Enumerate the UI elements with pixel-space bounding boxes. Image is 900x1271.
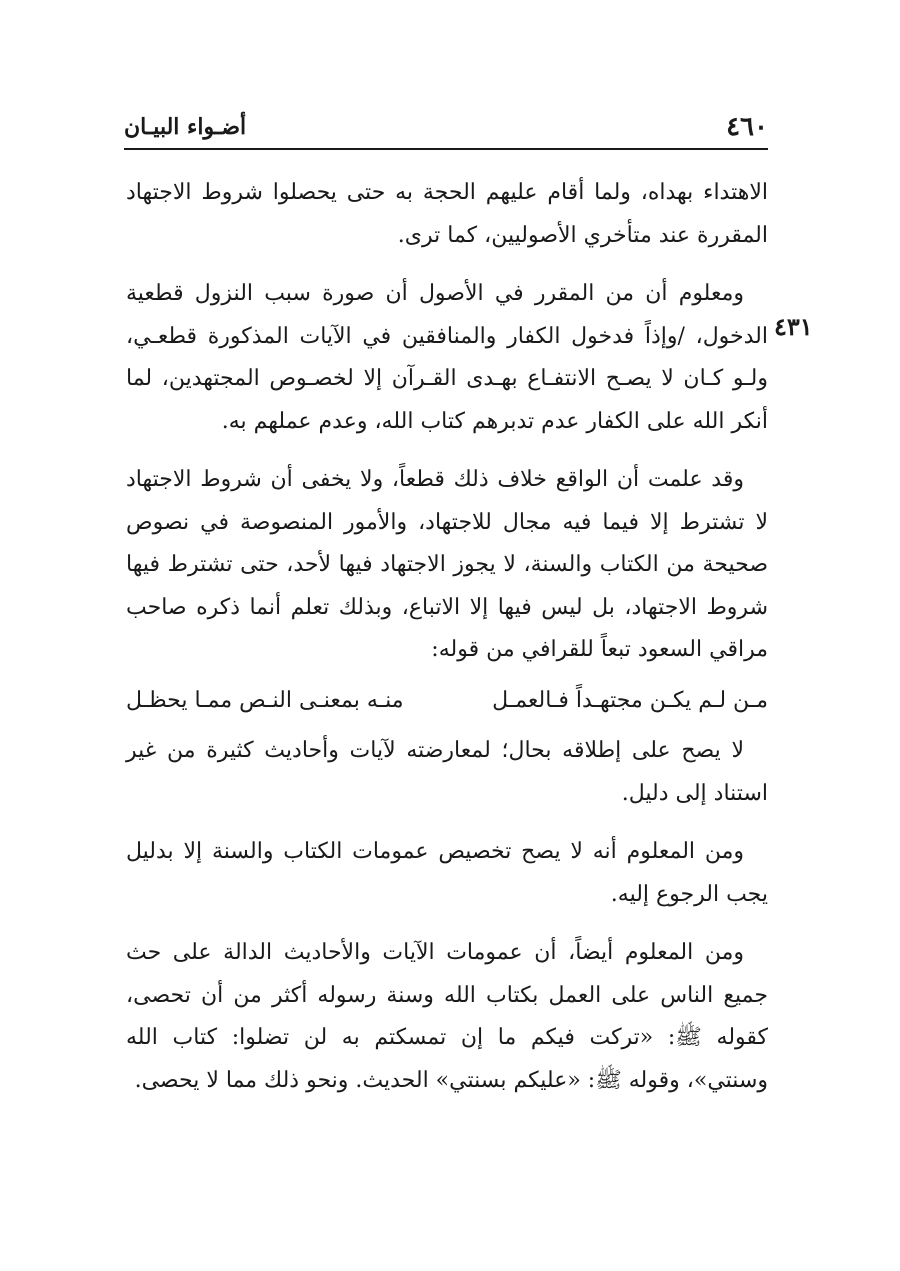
paragraph: الاهتداء بهداه، ولما أقام عليهم الحجة به حتى يحصلوا شروط الاجتهاد المقررة عند متأخري الأصوليين، كما ترى. [126, 180, 768, 248]
page-body [126, 172, 768, 1118]
margin-reference-number: ٤٣١ [774, 312, 813, 341]
verse-first-hemistich: مـن لـم يكـن مجتهـداً فـالعمـل [492, 687, 768, 713]
page-header [124, 108, 768, 150]
paragraph: ومن المعلوم أنه لا يصح تخصيص عمومات الكتاب والسنة إلا بدليل يجب الرجوع إليه. [126, 839, 768, 907]
poetry-verse [126, 680, 768, 723]
running-title: أضـواء البيـان [124, 114, 247, 140]
paragraph: وقد علمت أن الواقع خلاف ذلك قطعاً، ولا يخفى أن شروط الاجتهاد لا تشترط إلا فيما فيه مجال للاجتهاد، والأمور المنصوصة في نصوص صحيحة من الكتاب والسنة، لا يجوز الاجتهاد فيها لأحد، حتى تشترط فيها شروط الاجتهاد، بل ليس فيها إلا الاتباع، وبذلك تعلم أنما ذكره صاحب مراقي السعود تبعاً للقرافي من قوله: [126, 467, 768, 662]
paragraph: ومعلوم أن من المقرر في الأصول أن صورة سبب النزول قطعية الدخول، /وإذاً فدخول الكفار والمنافقين في الآيات المذكورة قطعـي، ولـو كـان لا يصـح الانتفـاع بهـدى القـرآن إلا لخصـوص المجتهدين، لما أنكر الله على الكفار عدم تدبرهم كتاب الله، وعدم عملهم به. [126, 281, 768, 434]
paragraph: ومن المعلوم أيضاً، أن عمومات الآيات والأحاديث الدالة على حث جميع الناس على العمل بكتاب الله وسنة رسوله أكثر من أن تحصى، كقوله ﷺ: «تركت فيكم ما إن تمسكتم به لن تضلوا: كتاب الله وسنتي»، وقوله ﷺ: «عليكم بسنتي» الحديث. ونحو ذلك مما لا يحصى. [126, 940, 768, 1093]
page-number: ٤٦٠ [726, 112, 768, 142]
verse-second-hemistich: منـه بمعنـى النـص ممـا يحظـل [126, 687, 404, 713]
paragraph: لا يصح على إطلاقه بحال؛ لمعارضته لآيات وأحاديث كثيرة من غير استناد إلى دليل. [126, 738, 768, 806]
